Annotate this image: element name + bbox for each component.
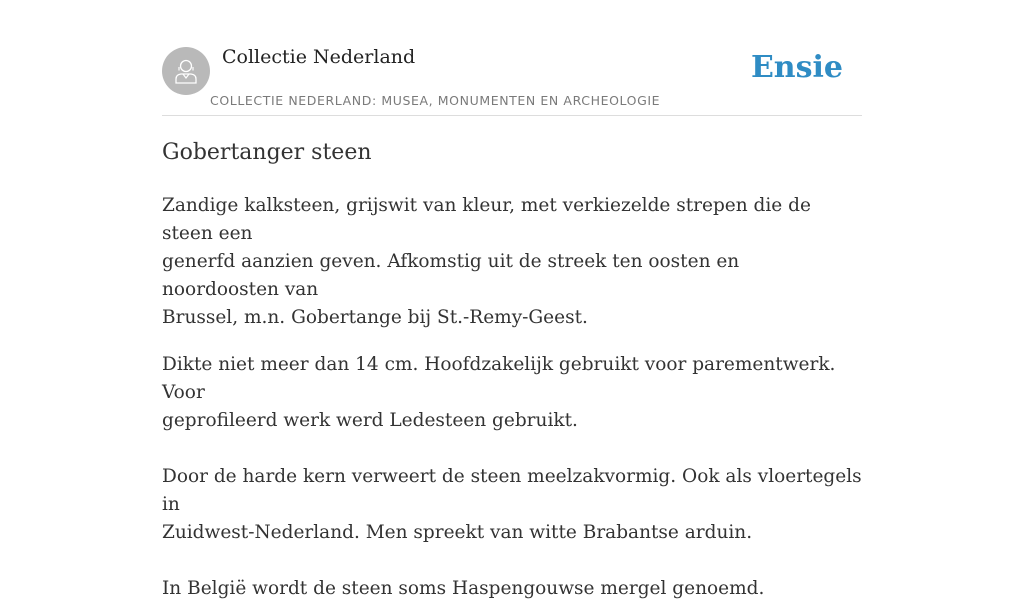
author-avatar[interactable] (162, 47, 210, 95)
article-paragraph: Zandige kalksteen, grijswit van kleur, met verkiezelde strepen die de steen een generfd aanzien geven. Afkomstig uit de streek ten oosten en noordoosten van Brussel, m.n. Gobertange bij St.-Remy-Geest. (162, 195, 811, 328)
article-title: Gobertanger steen (162, 140, 372, 165)
brand-logo[interactable]: Ensie (750, 50, 843, 85)
article-paragraph: Dikte niet meer dan 14 cm. Hoofdzakelijk gebruikt voor parementwerk. Voor geprofileerd werk werd Ledesteen gebruikt. Door de harde kern verweert de steen meelzakvormig. Ook als vloertegels in Zuidwest-Nederland. Men spreekt van witte Brabantse arduin. In België wordt de steen soms Haspengouwse mergel genoemd. (162, 354, 862, 599)
collection-label[interactable]: COLLECTIE NEDERLAND: MUSEA, MONUMENTEN EN ARCHEOLOGIE (210, 93, 661, 108)
header-divider (162, 115, 862, 116)
user-icon (171, 56, 201, 86)
article-body (162, 192, 862, 603)
author-name[interactable]: Collectie Nederland (222, 46, 416, 68)
